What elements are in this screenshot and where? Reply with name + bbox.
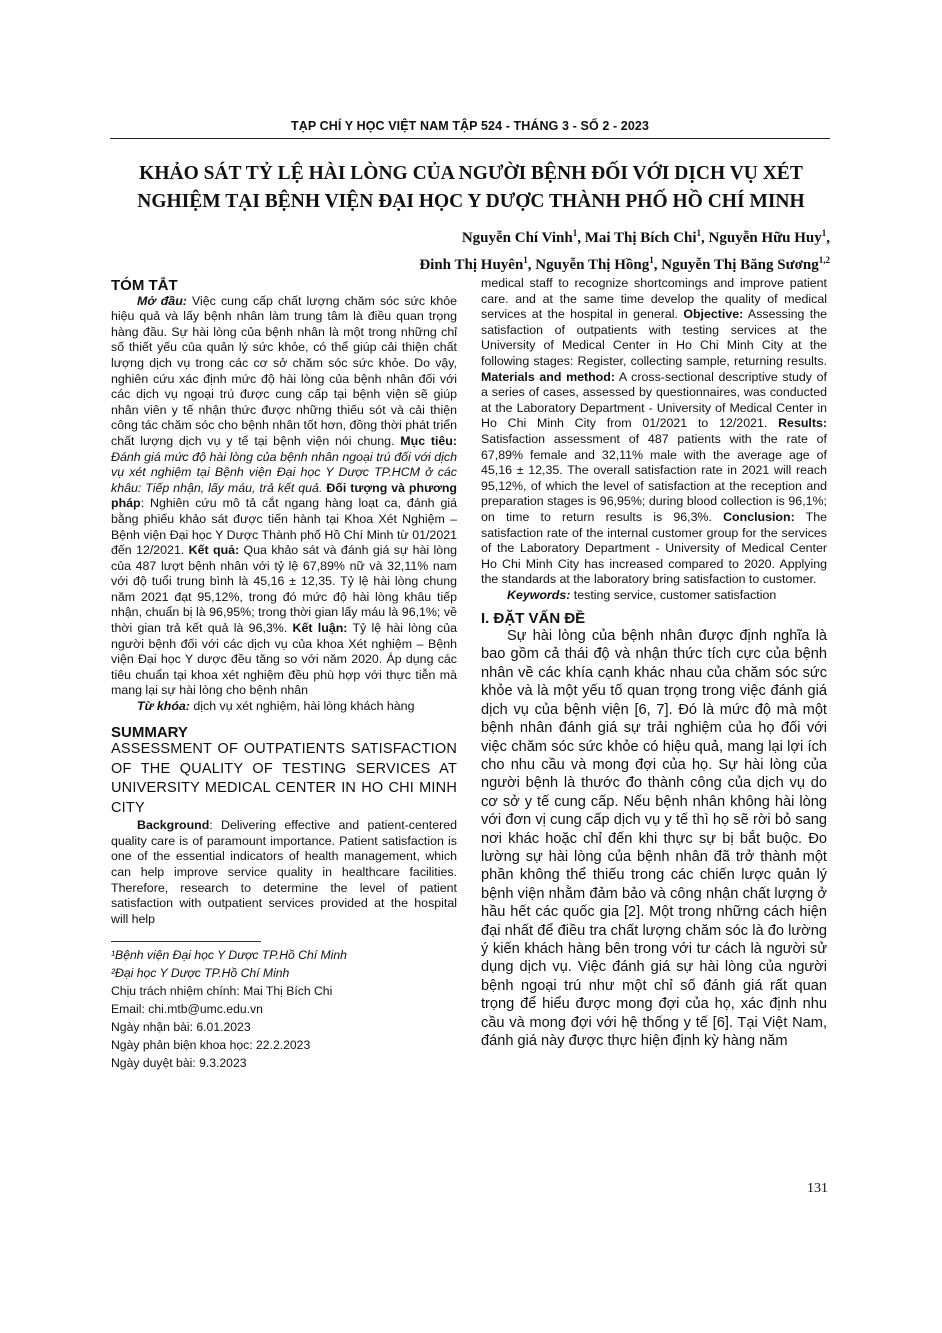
email: Email: chi.mtb@umc.edu.vn	[111, 1002, 263, 1017]
label-objective: Objective:	[677, 307, 744, 322]
author-name: Nguyễn Thị Hồng	[535, 257, 650, 273]
section-1-text: Sự hài lòng của bệnh nhân được định nghĩa là bao gồm cả thái độ và nhận thức tích cực của bệnh nhân về các khía cạnh khác nhau của chăm sóc sức khỏe và là một yếu tố quan trọng trong việc đánh giá dịch vụ của bệnh viện [6, 7]. Đó là mức độ mà một bệnh nhân đánh giá sự trải nghiệm của họ đối với việc chăm sóc sức khỏe có hiệu quả, mang lại lợi ích cho nhu cầu và mong đợi của họ. Sự hài lòng của người bệnh là thước đo thành công của dịch vụ do cơ sở y tế cung cấp. Nếu bệnh nhân không hài lòng với đơn vị cung cấp dịch vụ y tế thì họ sẽ rời bỏ sang nơi khác hoặc chỉ đến khi thực sự bị bắt buộc. Đo lường sự hài lòng của bệnh nhân đã trở thành một phần không thể thiếu trong các chiến lược quản lý bệnh viện nhằm đảm bảo và công nhận chất lượng ở hầu hết các quốc gia [2]. Một trong những cách hiện đại nhất để điều tra chất lượng chăm sóc là đo lường ý kiến khách hàng bên trong với tư cách là người sử dụng dịch vụ. Việc đánh giá sự hài lòng của người bệnh ngoại trú như một chỉ số đánh giá rất quan trọng để hiểu được mong đợi của họ, xác định nhu cầu và mong đợi với hệ thống y tế [6]. Tại Việt Nam, đánh giá này được thực hiện định kỳ hàng năm	[481, 628, 827, 1049]
text-objective: Assessing the satisfaction of outpatients with testing services at the University of Medical Center in Ho Chi Minh City at the following stages: Register, collecting sample, returning results.	[481, 307, 827, 368]
label-ket-luan: Kết luận:	[287, 621, 348, 636]
page-number: 131	[807, 1181, 828, 1196]
affiliation-2: ²Đại học Y Dược TP.Hồ Chí Minh	[111, 966, 290, 981]
text-results: Satisfaction assessment of 487 patients with the rate of 67,89% female and 32,11% male with the average age of 45,16 ± 12,35. The overall satisfaction rate in 2021 will reach 95,12%, of which the level of satisfaction at the reception and preparation stages is 96,95%; during blood collection is 96,1%; on time to return results is 96,3%.	[481, 431, 827, 524]
keywords-vi	[111, 699, 457, 715]
text-keywords: testing service, customer satisfaction	[570, 587, 777, 602]
label-methods: Materials and method:	[481, 369, 615, 384]
header-rule	[110, 138, 830, 139]
author-affiliation: 1	[523, 255, 528, 265]
summary-background	[111, 818, 457, 927]
author-affiliation: 1	[821, 228, 827, 238]
right-column	[481, 276, 827, 1050]
affiliation-1: ¹Bệnh viện Đại học Y Dược TP.Hồ Chí Minh	[111, 948, 347, 963]
label-doi-tuong: Đối tượng và phương pháp	[111, 480, 457, 511]
section-1-heading: I. ĐẶT VẤN ĐỀ	[481, 610, 586, 628]
text-methods: A cross-sectional descriptive study of a series of cases, assessed by questionnaires, was conducted at the Laboratory Department - University of Medical Center in Ho Chi Minh City from 01/2021 to 12/2021.	[481, 369, 827, 431]
article-title: KHẢO SÁT TỶ LỆ HÀI LÒNG CỦA NGƯỜI BỆNH ĐỐI VỚI DỊCH VỤ XÉT NGHIỆM TẠI BỆNH VIỆN ĐẠI HỌC Y DƯỢC THÀNH PHỐ HỒ CHÍ MINH	[137, 163, 805, 212]
text-mo-dau: Việc cung cấp chất lượng chăm sóc sức khỏe hiệu quả và lấy bệnh nhân làm trung tâm là điều quan trọng hàng đầu. Sự hài lòng của bệnh nhân là một trong những chỉ số thiết yếu của quản lý sức khỏe, có thể giúp cải thiện chất lượng dịch vụ trong các cơ sở chăm sóc sức khỏe. Do vậy, nghiên cứu xác định mức độ hài lòng của bệnh nhân đối với các dịch vụ ngoại trú được cung cấp tại bệnh viện sẽ giúp nhân viên y tế nhận thức được những thiếu sót và cải thiện công tác chăm sóc cho bệnh nhân tốt hơn, đồng thời phát triển chất lượng dịch vụ y tế tại bệnh viện nói chung.	[111, 293, 458, 448]
date-reviewed: Ngày phản biện khoa học: 22.2.2023	[111, 1038, 311, 1053]
keywords-en	[481, 588, 827, 604]
corresponding-author: Chịu trách nhiệm chính: Mai Thị Bích Chi	[111, 984, 333, 999]
label-conclusion: Conclusion:	[711, 509, 795, 524]
summary-title: ASSESSMENT OF OUTPATIENTS SATISFACTION OF THE QUALITY OF TESTING SERVICES AT UNIVERSITY MEDICAL CENTER IN HO CHI MINH CITY	[111, 741, 457, 816]
author-affiliation: 1	[649, 255, 654, 265]
label-muc-tieu: Mục tiêu:	[394, 433, 458, 448]
label-keywords: Keywords:	[507, 587, 571, 602]
abstract-vi-body	[111, 294, 457, 699]
author-name: Đinh Thị Huyên	[419, 257, 524, 273]
author-affiliation: 1,2	[818, 255, 830, 265]
author-name: Nguyễn Hữu Huy	[708, 230, 822, 246]
left-column	[111, 278, 457, 1072]
author-name: Nguyễn Thị Băng Sương	[661, 257, 819, 273]
text-ket-qua: Qua khảo sát và đánh giá sự hài lòng của 487 lượt bệnh nhân với tỷ lệ 67,89% nữ và 32,11% nam với độ tuổi trung bình là 45,16 ± 12,35. Tỷ lệ hài lòng chung năm 2021 đạt 95,12%, trong đó mức độ hài lòng khâu tiếp nhận, chuẩn bị là 96,95%; trong thời gian lấy máu là 96,1%; về thời gian trả kết quả là 96,3%.	[111, 543, 457, 636]
text-background-cont: medical staff to recognize shortcomings and improve patient care. and at the same time develop the quality of medical services at the hospital in general.	[481, 276, 827, 322]
text-tu-khoa: dịch vụ xét nghiệm, hài lòng khách hàng	[189, 699, 415, 714]
abstract-vi-heading: TÓM TẮT	[111, 277, 178, 294]
text-background: : Delivering effective and patient-centered quality care is of paramount importance. Patient satisfaction is one of the essential indicators of health management, which can help improve service quality in healthcare facilities. Therefore, research to determine the level of patient satisfaction with outpatient services provided at the hospital will help	[111, 818, 457, 926]
footnotes	[111, 946, 457, 1072]
date-received: Ngày nhận bài: 6.01.2023	[111, 1020, 251, 1035]
text-conclusion: The satisfaction rate of the internal customer group for the services of the Laboratory Department - University of Medical Center Ho Chi Minh City has increased compared to 2020. Applying the standards at the laboratory bring satisfaction to customer.	[481, 509, 827, 587]
label-results: Results:	[767, 416, 827, 431]
author-name: Mai Thị Bích Chi	[584, 230, 697, 246]
text-doi-tuong: : Nghiên cứu mô tả cắt ngang hàng loạt ca, đánh giá bằng phiếu khảo sát được tiến hành tại Khoa Xét Nghiệm – Bệnh viện Đại học Y Dược Thành phố Hồ Chí Minh từ 01/2021 đến 12/2021.	[111, 496, 457, 558]
text-ket-luan: Tỷ lệ hài lòng của người bệnh đối với các dịch vụ của khoa Xét nghiệm – Bệnh viện Đại học Y dược đều tăng so với năm 2020. Áp dụng các tiêu chuẩn tại khoa xét nghiệm đều phù hợp với thực tiễn mà mang lại sự hài lòng cho bệnh nhân	[111, 621, 457, 698]
label-tu-khoa: Từ khóa:	[137, 699, 190, 714]
label-mo-dau: Mở đầu:	[137, 293, 187, 308]
author-affiliation: 1	[572, 228, 578, 238]
author-name: Nguyễn Chí Vinh	[461, 230, 573, 246]
date-accepted: Ngày duyệt bài: 9.3.2023	[111, 1056, 247, 1071]
label-background: Background	[137, 818, 210, 833]
author-list: Nguyễn Chí Vinh$^1$, Mai Thị Bích Chi$^1$, Nguyễn Hữu Huy$^1$, Đinh Thị Huyên$^1$, Nguyễn Thị Hồng$^1$, Nguyễn Thị Băng Sương$^{1,2}$	[419, 228, 830, 273]
footnote-rule	[111, 941, 261, 942]
summary-body	[481, 276, 827, 588]
summary-heading: SUMMARY	[111, 723, 188, 741]
author-affiliation: 1	[696, 228, 702, 238]
journal-header: TẠP CHÍ Y HỌC VIỆT NAM TẬP 524 - THÁNG 3 - SỐ 2 - 2023	[290, 119, 650, 133]
text-muc-tieu: Đánh giá mức độ hài lòng của bệnh nhân ngoại trú đối với dịch vụ xét nghiệm tại Bệnh viện Đại học Y Dược TP.HCM ở các khâu: Tiếp nhận, lấy máu, trả kết quả.	[111, 449, 457, 495]
label-ket-qua: Kết quả:	[184, 543, 240, 558]
